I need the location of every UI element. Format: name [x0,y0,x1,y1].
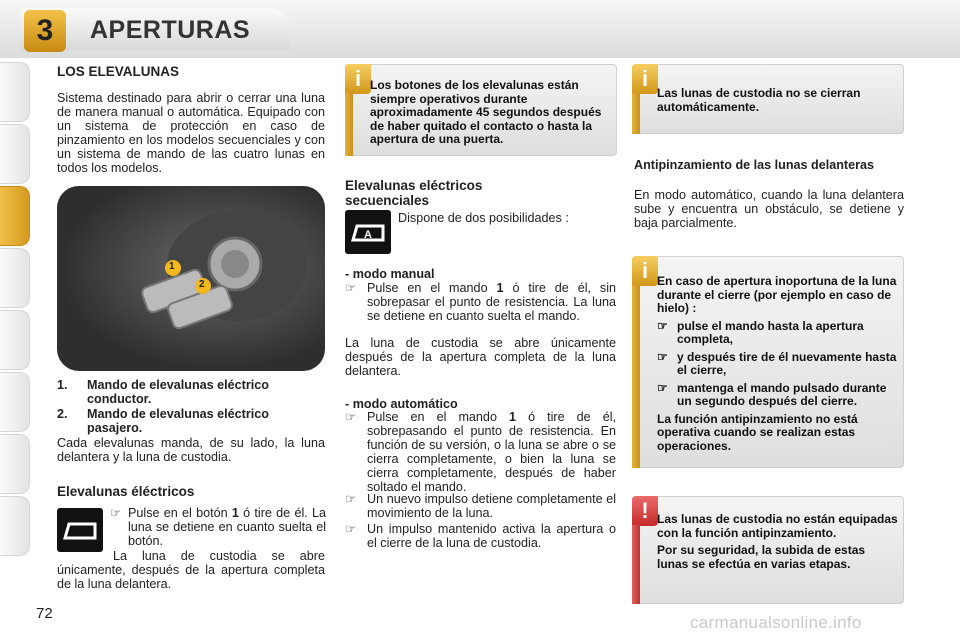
step-text-post: ó tire de él. La luna se detiene en cuanto suelta el botón. [128,506,327,548]
possibilities-text: Dispone de dos posibilidades : [398,211,569,225]
info-callout-text: Las lunas de custodia no se cierran automáticamente. [657,86,861,114]
hand-pointer-icon: ☞ [345,410,357,424]
hand-pointer-icon: ☞ [345,522,357,536]
mode-auto-heading: - modo automático [345,397,458,411]
step-ref-number: 1 [509,410,517,424]
legend-number: 1. [57,378,68,392]
hand-pointer-icon: ☞ [657,349,668,364]
intro-paragraph: Sistema destinado para abrir o cerrar una luna de manera manual o automática. Equipado con un sistema de protección en caso de pinzamiento en los modelos secuenciales y con un sistema de mando de las cuatro lunas en todos los modelos. [57,91,325,175]
step-text-pre: Pulse en el mando [367,281,488,295]
page-number: 72 [36,605,53,622]
hand-pointer-icon: ☞ [345,281,357,295]
electricos-step [110,506,326,548]
list-item: ☞ y después tire de él nuevamente hasta el cierre, [657,349,897,377]
legend-number: 2. [57,407,68,421]
step-text-post: ó tire de él, sin sobrepasar el punto de resistencia. La luna se detiene en cuanto suelta el mando. [367,281,617,323]
warning-text-1: Las lunas de custodia no están equipadas con la función antipinzamiento. [657,512,898,540]
hand-pointer-icon: ☞ [110,506,122,520]
step-text: Un nuevo impulso detiene completamente el movimiento de la luna. [367,492,616,520]
antipinch-heading: Antipinzamiento de las lunas delanteras [634,158,875,172]
chapter-tab-5[interactable] [0,310,30,370]
electricos-note: La luna de custodia se abre únicamente, después de la apertura completa de la luna delantera. [57,549,325,591]
list-item: ☞ pulse el mando hasta la apertura completa, [657,318,864,346]
chapter-tab-2[interactable] [0,124,30,184]
legend-text: Mando de elevalunas eléctrico pasajero. [87,407,269,435]
window-switch-photo [57,186,325,371]
manual-note: La luna de custodia se abre únicamente después de la apertura completa de la luna delantera. [345,336,616,378]
section-heading-secuenciales: Elevalunas eléctricos secuenciales [345,178,483,208]
warning-callout [632,496,904,604]
window-switch-illustration [57,186,325,371]
chapter-tab-4[interactable] [0,248,30,308]
step-text-pre: Pulse en el botón [128,506,228,520]
auto-step-1 [345,410,616,494]
info-intro: En caso de apertura inoportuna de la luna durante el cierre (por ejemplo en caso de hielo) : [657,274,897,315]
auto-step-2 [345,492,616,520]
chapter-tab-7[interactable] [0,434,30,494]
step-text-post: ó tire de él, sobrepasando el punto de resistencia. En función de su versión, o la luna se abre o se cierra completamente, o bien la luna se cierra completamente, después de haber soltado el mando. [367,410,616,494]
list-item: ☞ mantenga el mando pulsado durante un segundo después del cierre. [657,380,887,408]
info-callout-custodia [632,64,904,134]
hand-pointer-icon: ☞ [657,318,668,333]
info-callout-botones [345,64,617,156]
section-heading-electricos: Elevalunas éléctricos [57,484,195,499]
info-outro: La función antipinzamiento no está operativa cuando se realizan estas operaciones. [657,411,858,453]
step-ref-number: 1 [231,506,239,520]
legend-note: Cada elevalunas manda, de su lado, la luna delantera y la luna de custodia. [57,436,325,464]
legend-text: Mando de elevalunas eléctrico conductor. [87,378,269,406]
photo-marker-2: 2 [199,279,205,290]
section-heading-elevalunas: LOS ELEVALUNAS [57,64,180,79]
chapter-tab-6[interactable] [0,372,30,432]
warning-text-2: Por su seguridad, la subida de estas lunas se efectúa en varias etapas. [657,543,866,571]
chapter-tab-3-active[interactable] [0,186,30,246]
info-icon: i [632,64,658,94]
warning-icon: ! [632,496,658,526]
hand-pointer-icon: ☞ [345,492,357,506]
svg-text:A: A [364,229,372,241]
antipinch-text: En modo automático, cuando la luna delantera sube y encuentra un obstáculo, se detiene y baja parcialmente. [634,188,904,230]
mode-manual-heading: - modo manual [345,267,435,281]
photo-marker-1: 1 [169,261,175,272]
auto-step-3 [345,522,616,550]
info-callout-apertura [632,256,904,468]
step-ref-number: 1 [496,281,504,295]
legend-item-2 [57,407,325,435]
auto-window-switch-icon [345,210,391,254]
legend-item-1 [57,378,325,406]
manual-step [345,281,616,323]
hand-pointer-icon: ☞ [657,380,668,395]
info-icon: i [345,64,371,94]
chapter-tab-1[interactable] [0,62,30,122]
page-title: APERTURAS [90,16,251,44]
step-text: Un impulso mantenido activa la apertura o el cierre de la luna de custodia. [367,522,616,550]
window-switch-icon [57,508,103,552]
info-callout-text: Los botones de los elevalunas están siempre operativos durante aproximadamente 45 segundos después de haber quitado el contacto o hasta la apertura de una puerta. [370,78,602,146]
watermark: carmanualsonline.info [690,613,862,632]
chapter-tab-8[interactable] [0,496,30,556]
chapter-number: 3 [24,10,66,52]
info-icon: i [632,256,658,286]
step-text-pre: Pulse en el mando [367,410,497,424]
